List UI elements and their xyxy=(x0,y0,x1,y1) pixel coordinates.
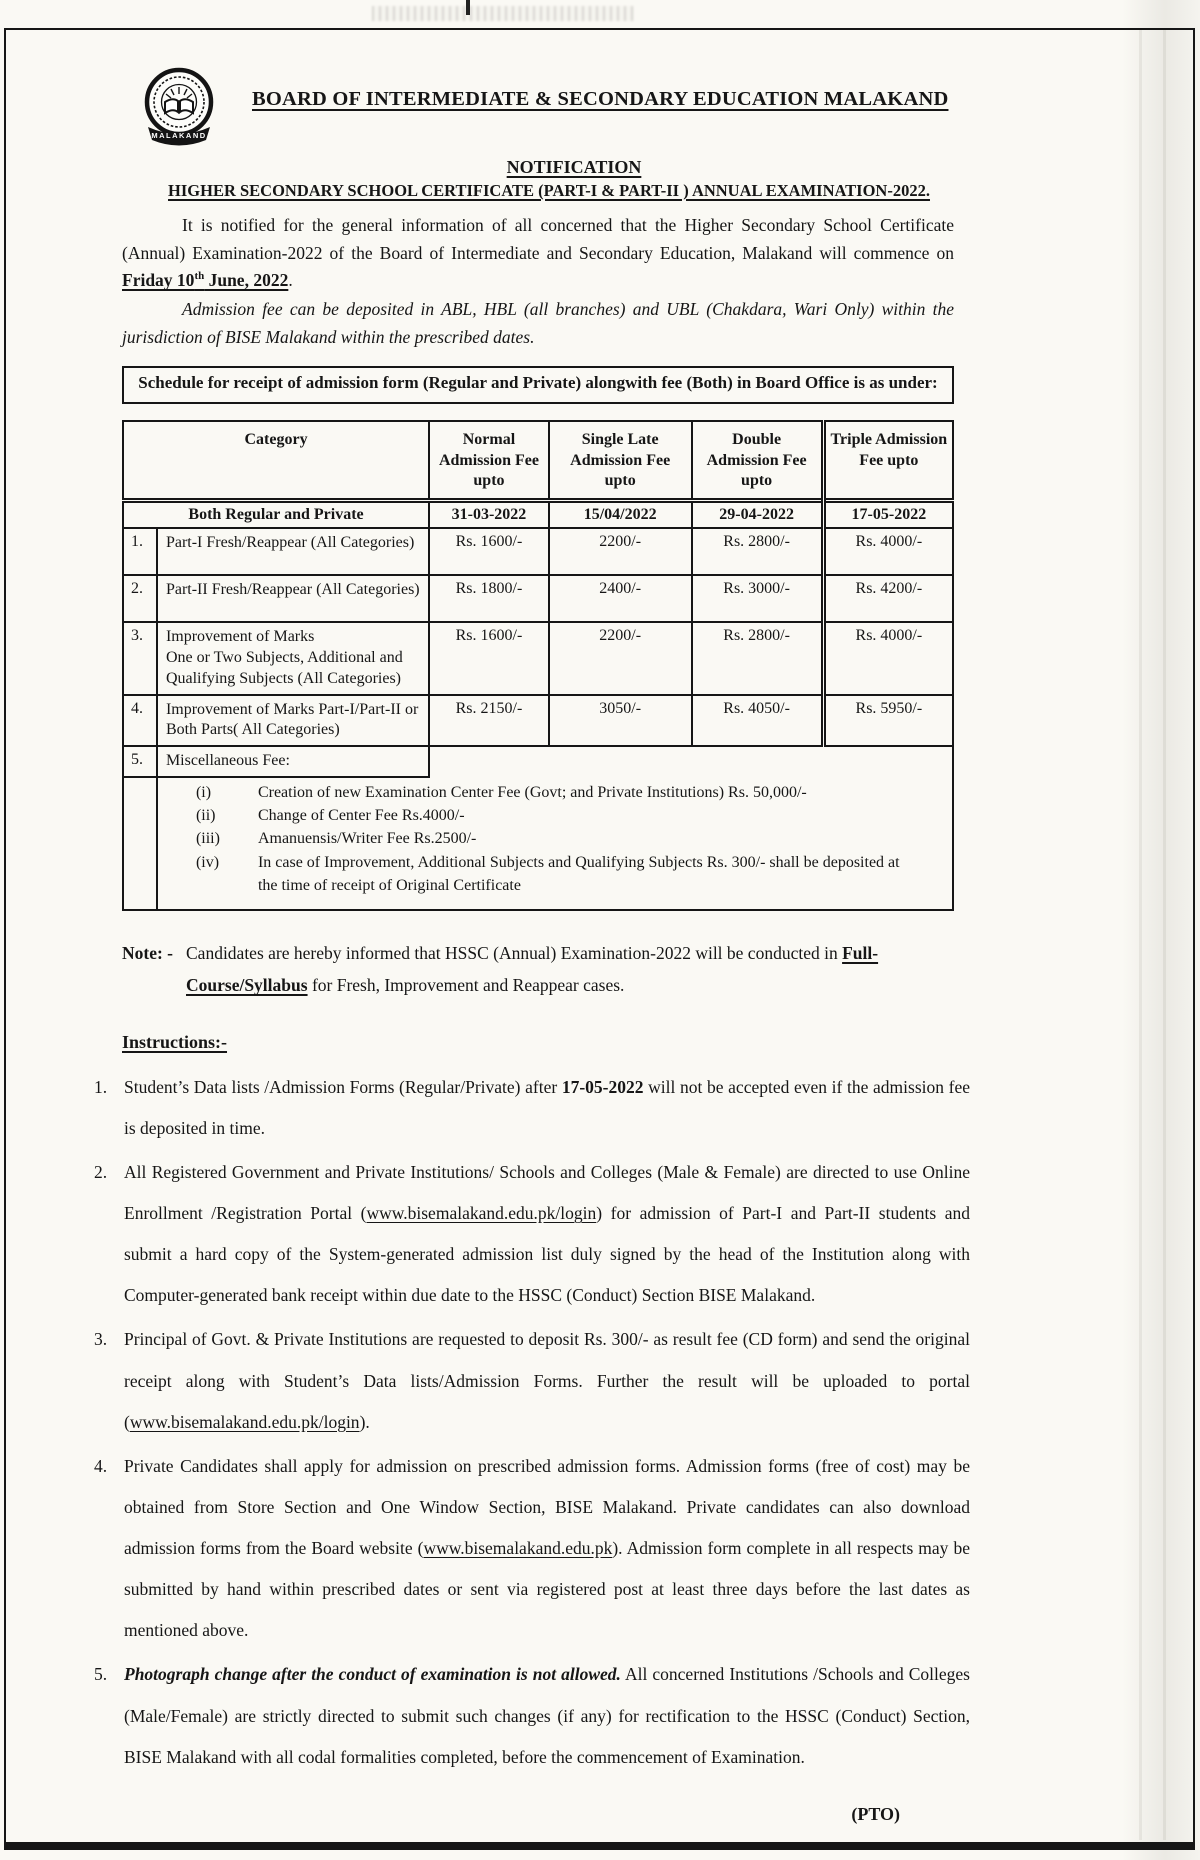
fee-schedule-table xyxy=(122,420,954,911)
category-cell: Improvement of Marks Part-I/Part-II or Both Parts( All Categories) xyxy=(157,695,429,747)
row-number-empty xyxy=(123,777,157,910)
fee-table-row xyxy=(123,695,953,747)
row-number: 4. xyxy=(123,695,157,747)
normal-fee-cell: Rs. 1600/- xyxy=(429,528,549,575)
instruction-text: Student’s Data lists /Admission Forms (Regular/Private) after 17-05-2022 will not be accepted even if the admission fee is deposited in time. xyxy=(124,1076,970,1138)
scan-edge-shadow xyxy=(1122,0,1200,1860)
double-fee-cell: Rs. 4050/- xyxy=(692,695,824,747)
fee-table-row xyxy=(123,575,953,622)
deadline-date: 17-05-2022 xyxy=(561,1076,644,1097)
board-seal-icon xyxy=(132,66,226,150)
portal-login-link: www.bisemalakand.edu.pk/login xyxy=(129,1411,360,1432)
category-cell: Part-II Fresh/Reappear (All Categories) xyxy=(157,575,429,622)
misc-fee-item xyxy=(196,804,944,827)
double-fee-cell: Rs. 2800/- xyxy=(692,622,824,694)
instruction-item-5 xyxy=(94,1654,970,1777)
instruction-item-3 xyxy=(94,1319,970,1442)
col-header-triple-fee: Triple Admission Fee upto xyxy=(823,421,953,501)
instruction-number: 2. xyxy=(94,1161,108,1182)
triple-fee-cell: Rs. 4000/- xyxy=(823,528,953,575)
col-header-double-fee: Double Admission Fee upto xyxy=(692,421,824,501)
note-block xyxy=(122,937,970,1002)
col-header-normal-fee: Normal Admission Fee upto xyxy=(429,421,549,501)
note-label: Note: - xyxy=(122,942,174,963)
single-late-fee-cell: 3050/- xyxy=(549,695,692,747)
misc-item-label: (iv) xyxy=(195,853,220,871)
logo-banner-text: MALAKAND xyxy=(151,131,207,140)
dates-row-category: Both Regular and Private xyxy=(123,501,429,529)
row-number: 1. xyxy=(123,528,157,575)
intro-paragraph: It is notified for the general information of all concerned that the Higher Secondary School Certificate (Annual) Examination-2022 of the Board of Intermediate and Secondary Education, Malakand will commence on Friday 10th June, 2022. xyxy=(122,215,954,291)
misc-item-label: (iii) xyxy=(195,830,220,848)
board-logo xyxy=(132,66,226,155)
misc-fee-list xyxy=(157,777,953,910)
single-late-fee-cell: 2200/- xyxy=(549,528,692,575)
board-website-link: www.bisemalakand.edu.pk xyxy=(423,1538,613,1559)
empty-fee-area xyxy=(429,746,953,777)
pto-label: (PTO) xyxy=(851,1803,900,1824)
document-header xyxy=(122,66,970,155)
instruction-number: 5. xyxy=(94,1664,108,1685)
misc-item-text: Amanuensis/Writer Fee Rs.2500/- xyxy=(257,830,477,848)
col-header-category: Category xyxy=(123,421,429,501)
misc-item-text: Change of Center Fee Rs.4000/- xyxy=(257,807,465,825)
note-text: Candidates are hereby informed that HSSC (Annual) Examination-2022 will be conducted in Full-Course/Syllabus for Fresh, Improvement and Reappear cases. xyxy=(186,942,879,996)
row-number: 5. xyxy=(123,746,157,777)
fee-table-row xyxy=(123,622,953,694)
misc-item-label: (i) xyxy=(195,784,212,802)
instruction-text: Principal of Govt. & Private Institutions are requested to deposit Rs. 300/- as result fee (CD form) and send the original receipt along with Student’s Data lists/Admission Forms. Further the result will be uploaded to portal (www.bisemalakand.edu.pk/login). xyxy=(124,1329,970,1432)
org-title: BOARD OF INTERMEDIATE & SECONDARY EDUCATION MALAKAND xyxy=(252,88,949,110)
portal-login-link: www.bisemalakand.edu.pk/login xyxy=(366,1203,597,1224)
fee-table-row xyxy=(123,746,953,777)
row-number: 2. xyxy=(123,575,157,622)
dates-row xyxy=(123,501,953,529)
instructions-list xyxy=(94,1067,970,1778)
instruction-number: 3. xyxy=(94,1329,108,1350)
single-late-date: 15/04/2022 xyxy=(549,501,692,529)
schedule-box-title: Schedule for receipt of admission form (Regular and Private) alongwith fee (Both) in Board Office is as under: xyxy=(122,366,954,404)
category-cell: Part-I Fresh/Reappear (All Categories) xyxy=(157,528,429,575)
normal-fee-cell: Rs. 2150/- xyxy=(429,695,549,747)
full-course-emphasis: Full-Course/Syllabus xyxy=(186,942,879,996)
misc-item-text: Creation of new Examination Center Fee (Govt; and Private Institutions) Rs. 50,000/- xyxy=(257,784,807,802)
misc-fee-item xyxy=(196,851,944,897)
normal-fee-date: 31-03-2022 xyxy=(429,501,549,529)
triple-fee-cell: Rs. 4000/- xyxy=(823,622,953,694)
double-fee-cell: Rs. 3000/- xyxy=(692,575,824,622)
scan-artifact-tick xyxy=(466,0,470,15)
commencement-date: Friday 10th June, 2022 xyxy=(122,270,289,291)
instruction-item-4 xyxy=(94,1446,970,1652)
notification-document xyxy=(94,66,970,1825)
instruction-number: 1. xyxy=(94,1076,108,1097)
table-header-row xyxy=(123,421,953,501)
instruction-number: 4. xyxy=(94,1455,108,1476)
instruction-text: All Registered Government and Private Institutions/ Schools and Colleges (Male & Female) are directed to use Online Enrollment /Registration Portal (www.bisemalakand.edu.pk/login) for admission of Part-I and Part-II students and submit a hard copy of the System-generated admission list duly signed by the head of the Institution along with Computer-generated bank receipt within due date to the HSSC (Conduct) Section BISE Malakand. xyxy=(124,1161,970,1306)
misc-fee-row xyxy=(123,777,953,910)
double-fee-date: 29-04-2022 xyxy=(692,501,824,529)
scan-streak-line xyxy=(1163,30,1166,1840)
misc-fee-item xyxy=(196,781,944,804)
misc-item-label: (ii) xyxy=(195,807,216,825)
normal-fee-cell: Rs. 1800/- xyxy=(429,575,549,622)
header-titles xyxy=(252,88,948,111)
misc-fee-item xyxy=(196,827,944,850)
scan-streak-line xyxy=(1139,30,1142,1840)
fee-table-row xyxy=(123,528,953,575)
instruction-item-2 xyxy=(94,1152,970,1317)
bank-deposit-note: Admission fee can be deposited in ABL, HBL (all branches) and UBL (Chakdara, Wari Only) within the jurisdiction of BISE Malakand within the prescribed dates. xyxy=(122,298,954,347)
single-late-fee-cell: 2200/- xyxy=(549,622,692,694)
double-fee-cell: Rs. 2800/- xyxy=(692,528,824,575)
category-cell: Improvement of Marks One or Two Subjects, Additional and Qualifying Subjects (All Categories) xyxy=(157,622,429,694)
row-number: 3. xyxy=(123,622,157,694)
single-late-fee-cell: 2400/- xyxy=(549,575,692,622)
instruction-text: Photograph change after the conduct of examination is not allowed. All concerned Institutions /Schools and Colleges (Male/Female) are strictly directed to submit such changes (if any) for rectification to the HSSC (Conduct) Section, BISE Malakand with all codal formalities completed, before the commencement of Examination. xyxy=(124,1664,970,1767)
normal-fee-cell: Rs. 1600/- xyxy=(429,622,549,694)
instruction-text: Private Candidates shall apply for admission on prescribed admission forms. Admission forms (free of cost) may be obtained from Store Section and One Window Section, BISE Malakand. Private candidates can also download admission forms from the Board website (www.bisemalakand.edu.pk). Admission form complete in all respects may be submitted by hand within prescribed dates or sent via registered post at least three days before the last dates as mentioned above. xyxy=(124,1455,970,1641)
triple-fee-cell: Rs. 5950/- xyxy=(823,695,953,747)
category-cell: Miscellaneous Fee: xyxy=(157,746,429,777)
intro-text: It is notified for the general information of all concerned that the Higher Secondary School Certificate (Annual) Examination-2022 of the Board of Intermediate and Secondary Education, Malakand will commence on xyxy=(122,215,954,263)
scan-artifact-smudge xyxy=(372,6,634,21)
photograph-rule-emphasis: Photograph change after the conduct of examination is not allowed. xyxy=(124,1664,621,1685)
instruction-item-1 xyxy=(94,1067,970,1149)
col-header-single-late-fee: Single Late Admission Fee upto xyxy=(549,421,692,501)
triple-fee-cell: Rs. 4200/- xyxy=(823,575,953,622)
document-title: HIGHER SECONDARY SCHOOL CERTIFICATE (PART-I & PART-II ) ANNUAL EXAMINATION-2022. xyxy=(168,181,930,200)
notification-heading: NOTIFICATION xyxy=(506,157,642,177)
triple-fee-date: 17-05-2022 xyxy=(823,501,953,529)
misc-item-text: In case of Improvement, Additional Subjects and Qualifying Subjects Rs. 300/- shall be deposited at the time of receipt of Original Certificate xyxy=(257,853,900,894)
instructions-heading: Instructions:- xyxy=(122,1031,228,1052)
